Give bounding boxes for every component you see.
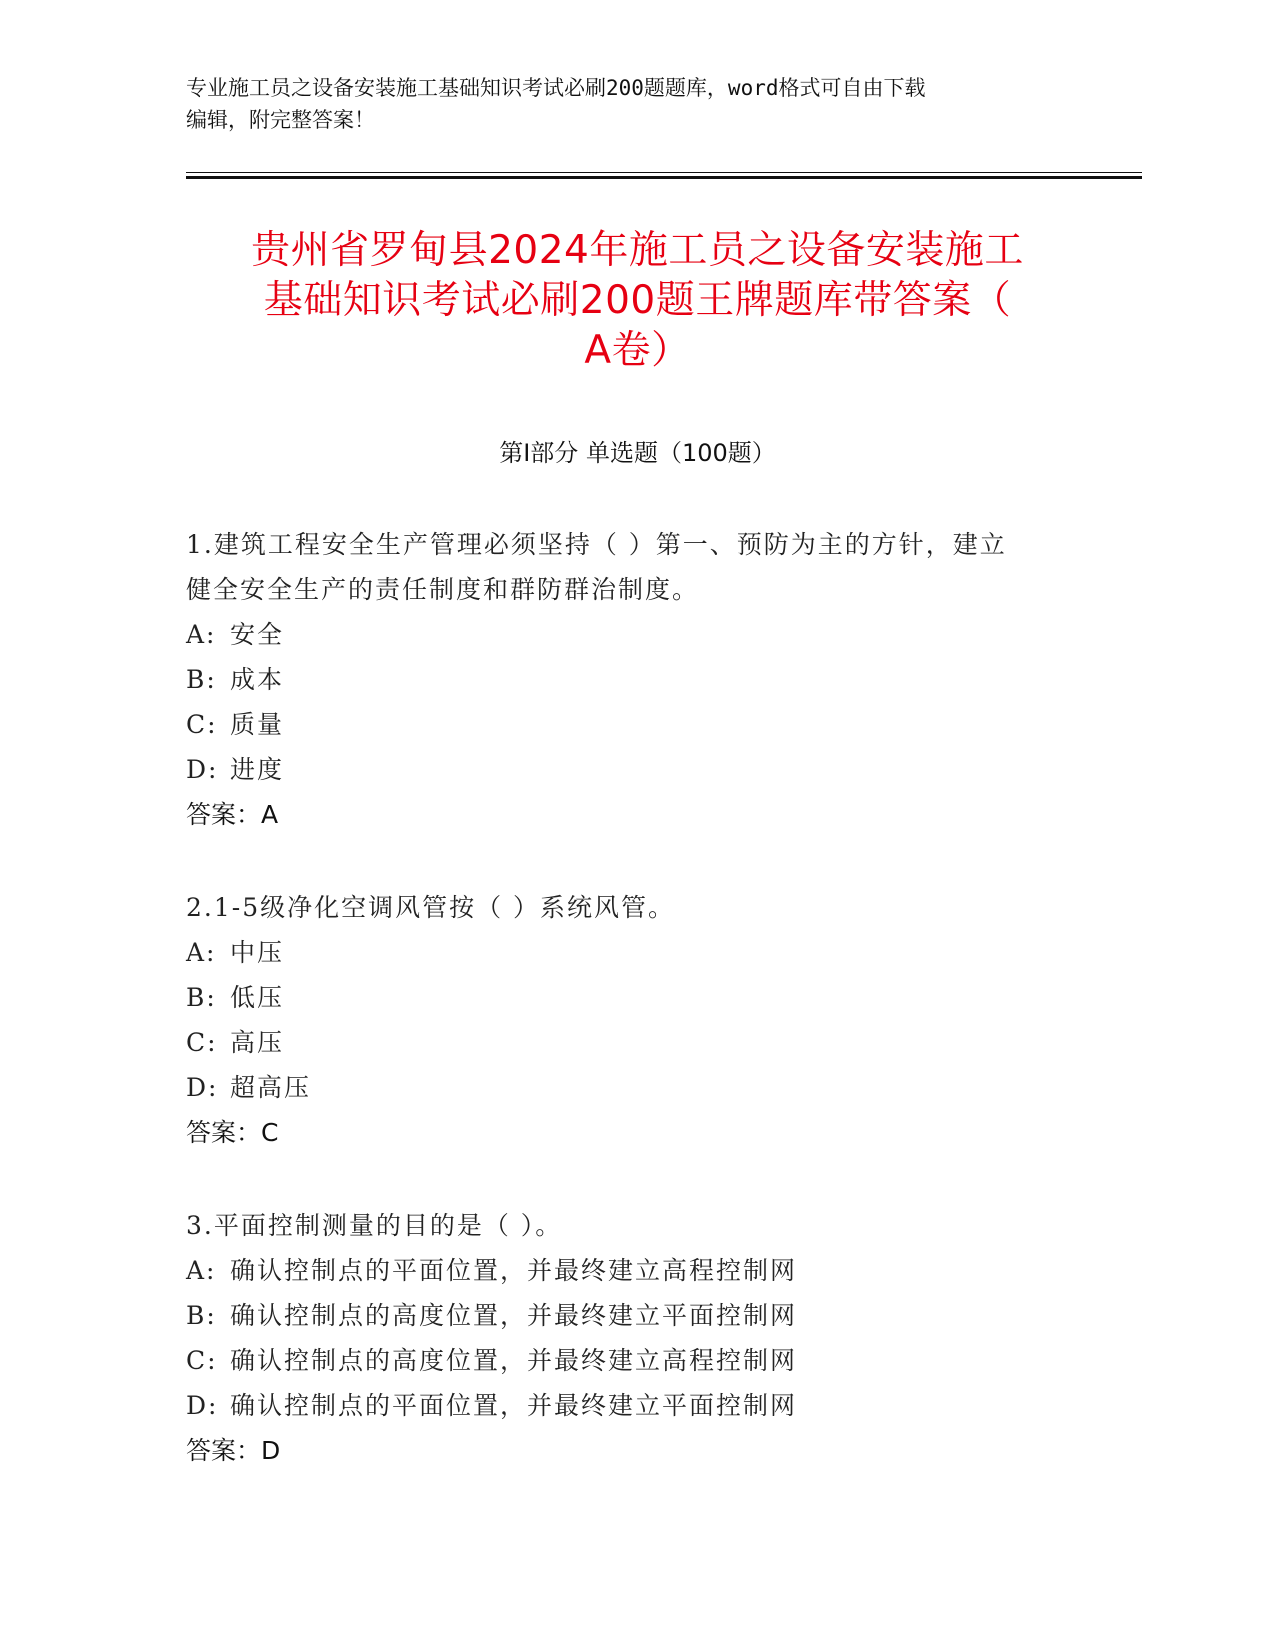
answer-line: 答案：D — [186, 1436, 281, 1465]
option-d — [186, 747, 1066, 792]
option-letter: D: — [186, 755, 219, 784]
section-title: 第Ⅰ部分 单选题（100题） — [499, 439, 776, 467]
question-item — [186, 522, 1066, 837]
option-text: 确认控制点的平面位置，并最终建立平面控制网 — [230, 1391, 798, 1420]
option-letter: B: — [186, 983, 217, 1012]
title-line: 贵州省罗甸县2024年施工员之设备安装施工 — [251, 228, 1024, 273]
option-c — [186, 702, 1066, 747]
option-b — [186, 1293, 1066, 1338]
question-item — [186, 1203, 1066, 1473]
question-stem: 3.平面控制测量的目的是（ ）。 — [186, 1211, 563, 1240]
option-letter: C: — [186, 1028, 218, 1057]
option-letter: C: — [186, 710, 218, 739]
answer-line: 答案：A — [186, 800, 279, 829]
option-text: 确认控制点的高度位置，并最终建立平面控制网 — [230, 1301, 798, 1330]
document-title — [186, 226, 1089, 376]
option-text: 进度 — [230, 755, 285, 784]
answer-line: 答案：C — [186, 1118, 279, 1147]
option-d — [186, 1383, 1066, 1428]
option-c — [186, 1020, 1066, 1065]
option-b — [186, 657, 1066, 702]
option-text: 高压 — [230, 1028, 285, 1057]
question-list — [186, 522, 1066, 1521]
option-text: 质量 — [230, 710, 285, 739]
option-text: 成本 — [230, 665, 285, 694]
option-c — [186, 1338, 1066, 1383]
option-text: 超高压 — [230, 1073, 312, 1102]
question-item — [186, 885, 1066, 1155]
option-letter: D: — [186, 1073, 219, 1102]
option-text: 确认控制点的高度位置，并最终建立高程控制网 — [230, 1346, 798, 1375]
option-a — [186, 1248, 1066, 1293]
option-d — [186, 1065, 1066, 1110]
option-letter: A: — [186, 1256, 217, 1285]
option-letter: A: — [186, 938, 217, 967]
option-a — [186, 612, 1066, 657]
title-line: A卷） — [584, 328, 691, 373]
header-divider-thin — [186, 172, 1142, 173]
option-b — [186, 975, 1066, 1020]
option-text: 中压 — [230, 938, 285, 967]
option-letter: B: — [186, 665, 217, 694]
option-letter: B: — [186, 1301, 217, 1330]
option-text: 安全 — [230, 620, 285, 649]
question-stem: 健全安全生产的责任制度和群防群治制度。 — [186, 575, 700, 604]
question-stem: 1.建筑工程安全生产管理必须坚持（ ）第一、预防为主的方针，建立 — [186, 530, 1007, 559]
option-a — [186, 930, 1066, 975]
option-text: 低压 — [230, 983, 285, 1012]
header-divider-thick — [186, 176, 1142, 179]
option-letter: A: — [186, 620, 217, 649]
option-letter: C: — [186, 1346, 218, 1375]
header-note-line: 编辑，附完整答案！ — [186, 108, 375, 132]
header-note — [186, 72, 1056, 136]
title-line: 基础知识考试必刷200题王牌题库带答案（ — [263, 278, 1012, 323]
question-stem: 2.1-5级净化空调风管按（ ）系统风管。 — [186, 893, 676, 922]
header-note-line: 专业施工员之设备安装施工基础知识考试必刷200题题库，word格式可自由下载 — [186, 76, 926, 100]
option-text: 确认控制点的平面位置，并最终建立高程控制网 — [230, 1256, 798, 1285]
option-letter: D: — [186, 1391, 219, 1420]
